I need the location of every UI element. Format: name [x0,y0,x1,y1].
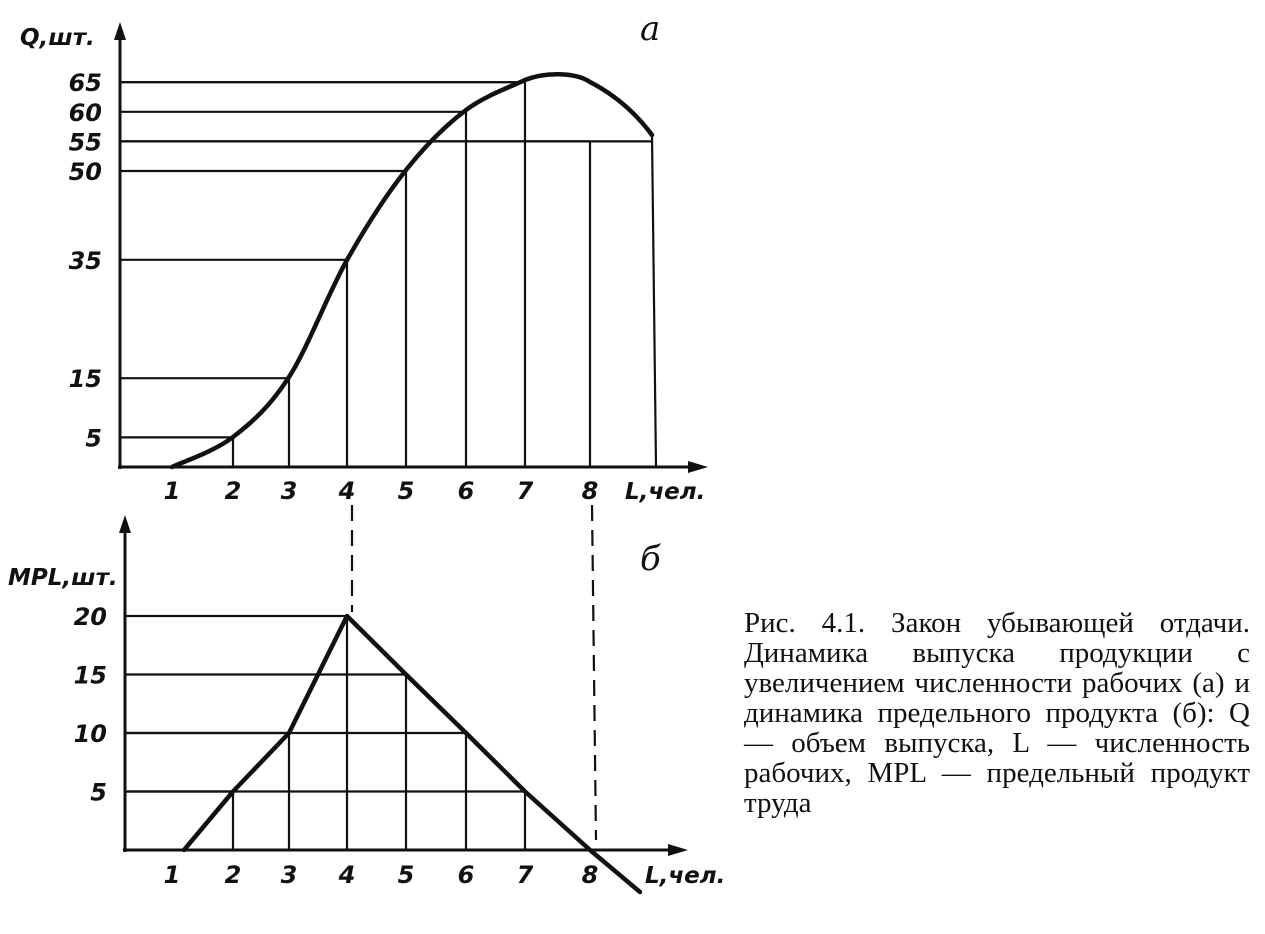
y-tick-label: 15 [68,365,102,394]
x-tick-label: 7 [516,477,534,505]
x-tick-label: 4 [338,861,356,889]
y-axis-arrow [119,515,131,533]
y-tick-label: 35 [68,246,102,275]
link-line-l8 [592,505,596,840]
chart-a-total-product [20,9,708,505]
curve-end-drop [652,135,656,467]
total-product-curve [172,74,652,467]
y-tick-label: 20 [73,603,107,631]
x-tick-label: 7 [516,861,534,889]
y-axis-label: MPL,шт. [8,565,118,591]
x-tick-label: 5 [397,477,415,505]
panel-letter: б [640,539,661,579]
x-tick-label: 3 [280,477,298,505]
x-tick-label: 2 [224,861,242,889]
panel-letter: а [640,9,661,49]
x-tick-label: 4 [338,477,356,505]
x-tick-label: 6 [457,861,475,889]
x-tick-label: 2 [224,477,242,505]
y-tick-label: 5 [90,778,107,807]
y-tick-label: 55 [68,128,102,157]
figure-caption [744,608,1250,818]
x-axis-arrow [688,461,708,473]
x-tick-label: 5 [397,861,415,889]
x-tick-label: 1 [163,861,181,889]
x-tick-label: 1 [163,477,181,505]
caption-text: Закон убывающей отдачи. Динамика выпуска продукции с увеличением численности рабочих (а) и динамика предельного продукта (б): Q — объем выпуска, L — численность рабочих, MPL — предельный продукт труда [744,607,1250,819]
panel-link-lines [352,505,596,840]
y-axis-arrow [114,22,126,40]
x-axis-arrow [668,844,688,856]
x-axis-label: L,чел. [625,479,706,505]
y-axis-label: Q,шт. [20,25,95,51]
chart-b-marginal-product [8,515,725,892]
x-tick-label: 3 [280,861,298,889]
y-tick-label: 5 [85,424,102,453]
x-axis-label: L,чел. [645,863,726,889]
x-tick-label: 8 [581,477,599,505]
y-tick-label: 50 [68,158,102,186]
x-tick-label: 6 [457,477,475,505]
y-tick-label: 65 [68,69,102,98]
caption-lead: Рис. 4.1. [744,607,866,639]
y-tick-label: 15 [73,661,107,690]
y-tick-label: 10 [73,720,107,748]
x-tick-label: 8 [581,861,599,889]
y-tick-label: 60 [68,98,102,127]
